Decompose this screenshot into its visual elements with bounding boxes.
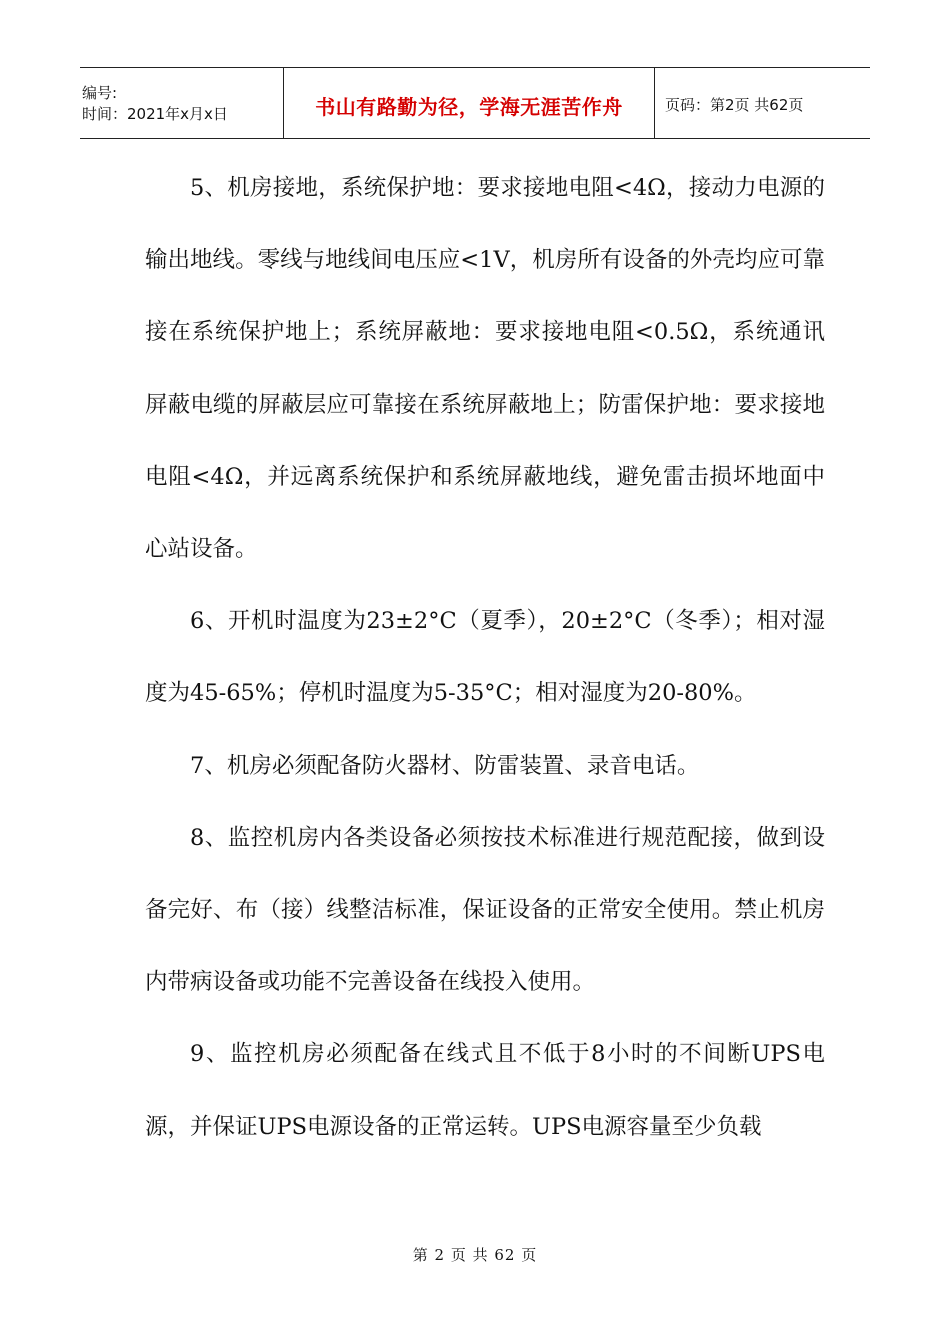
page-footer: 第 2 页 共 62 页 [412, 1246, 538, 1264]
document-date: 时间：2021年x月x日 [82, 105, 228, 123]
page-header [80, 67, 870, 139]
paragraph-7: 7、机房必须配备防火器材、防雷装置、录音电话。 [190, 752, 700, 779]
paragraph-8: 8、监控机房内各类设备必须按技术标准进行规范配接，做到设备完好、布（接）线整洁标准，保证设备的正常安全使用。禁止机房内带病设备或功能不完善设备在线投入使用。 [145, 824, 825, 996]
header-motto-cell [283, 68, 655, 138]
document-body [145, 152, 825, 1163]
header-page-cell [655, 68, 870, 138]
header-page-number: 页码：第2页 共62页 [665, 96, 804, 114]
paragraph-6: 6、开机时温度为23±2°C（夏季），20±2°C（冬季）；相对湿度为45-65%；停机时温度为5-35°C；相对湿度为20-80%。 [145, 608, 825, 707]
paragraph-5: 5、机房接地，系统保护地：要求接地电阻<4Ω，接动力电源的输出地线。零线与地线间电压应<1V，机房所有设备的外壳均应可靠接在系统保护地上；系统屏蔽地：要求接地电阻<0.5Ω，系统通讯屏蔽电缆的屏蔽层应可靠接在系统屏蔽地上；防雷保护地：要求接地电阻<4Ω，并远离系统保护和系统屏蔽地线，避免雷击损坏地面中心站设备。 [145, 175, 825, 563]
document-number-label: 编号: [82, 84, 118, 102]
paragraph-9: 9、监控机房必须配备在线式且不低于8小时的不间断UPS电源，并保证UPS电源设备的正常运转。UPS电源容量至少负载 [145, 1041, 825, 1140]
header-meta [80, 68, 283, 138]
header-motto: 书山有路勤为径，学海无涯苦作舟 [315, 94, 623, 119]
